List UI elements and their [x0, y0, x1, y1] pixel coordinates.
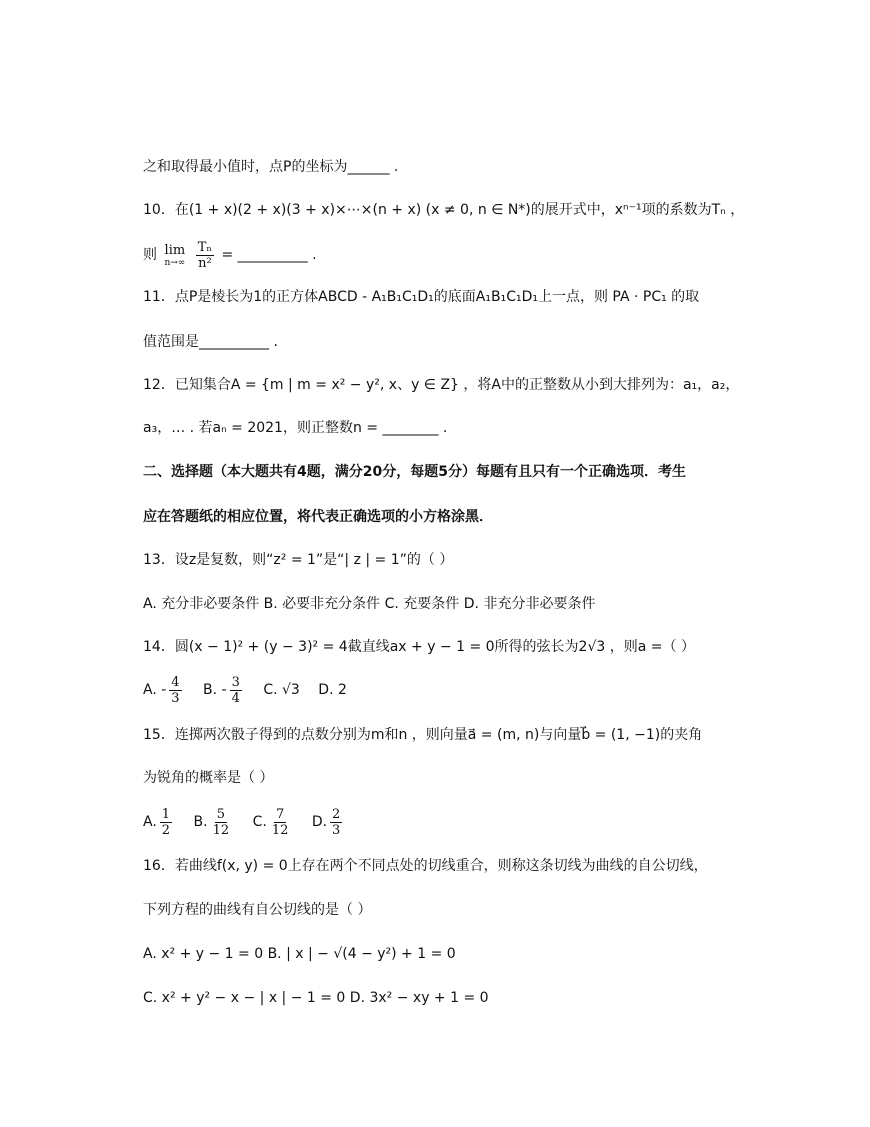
question-16-options-cd: C. x² + y² − x − | x | − 1 = 0 D. 3x² − xy + 1 = 0 [143, 990, 489, 1006]
question-14: 14．圆(x − 1)² + (y − 3)² = 4截直线ax + y − 1 = 0所得的弦长为2√3 ，则a =（ ） [143, 639, 695, 655]
q15-b-fraction: $\frac{5}{12}$ [212, 806, 230, 838]
q14-b-fraction: $\frac{3}{4}$ [231, 674, 240, 706]
line-q9-end: 之和取得最小值时，点P的坐标为______ . [143, 159, 399, 175]
question-15-cont: 为锐角的概率是（ ） [143, 770, 274, 786]
question-16: 16．若曲线f(x, y) = 0上存在两个不同点处的切线重合，则称这条切线为曲线的自公切线， [143, 858, 708, 874]
limit-numerator: Tₙ [197, 239, 213, 255]
q14-option-b: B. - $\frac{3}{4}$ [203, 674, 240, 706]
question-10-limit [143, 238, 830, 272]
q15-option-d: D. $\frac{2}{3}$ [311, 806, 341, 838]
q14-option-a: A. - $\frac{4}{3}$ [143, 674, 180, 706]
q15-option-a: A. $\frac{1}{2}$ [143, 806, 171, 838]
q14-a-fraction: $\frac{4}{3}$ [171, 674, 180, 706]
question-16-options-ab: A. x² + y − 1 = 0 B. | x | − √(4 − y²) + 1 = 0 [143, 946, 456, 962]
q15-a-fraction: $\frac{1}{2}$ [161, 806, 171, 838]
q15-c-fraction: $\frac{7}{12}$ [271, 806, 289, 838]
limit-suffix: = __________ . [221, 247, 317, 263]
section-2-instructions: 应在答题纸的相应位置，将代表正确选项的小方格涂黑． [143, 509, 493, 525]
q15-option-c: C. $\frac{7}{12}$ [252, 806, 289, 838]
question-16-cont: 下列方程的曲线有自公切线的是（ ） [143, 902, 372, 918]
q14-option-c: C. √3 [263, 682, 300, 698]
question-15: 15．连掷两次骰子得到的点数分别为m和n ，则向量a⃗ = (m, n)与向量b⃗ = (1, −1)的夹角 [143, 727, 703, 743]
q14-option-d: D. 2 [318, 682, 347, 698]
limit-operator [164, 243, 185, 268]
section-2-heading: 二、选择题（本大题共有4题，满分20分，每题5分）每题有且只有一个正确选项．考生 [143, 464, 686, 480]
limit-word: lim [164, 242, 186, 258]
question-15-options [143, 803, 830, 841]
question-13: 13．设z是复数，则“z² = 1”是“| z | = 1”的（ ） [143, 552, 454, 568]
question-11-cont: 值范围是__________ . [143, 334, 278, 350]
question-14-options [143, 672, 830, 708]
q15-d-fraction: $\frac{2}{3}$ [332, 806, 341, 838]
limit-prefix: 则 [143, 247, 157, 263]
limit-denominator: n² [198, 255, 212, 271]
question-13-options: A. 充分非必要条件 B. 必要非充分条件 C. 充要条件 D. 非充分非必要条件 [143, 596, 596, 612]
question-10: 10．在(1 + x)(2 + x)(3 + x)×⋯×(n + x) (x ≠ 0, n ∈ N*)的展开式中，xⁿ⁻¹项的系数为Tₙ ， [143, 202, 745, 218]
q15-option-b: B. $\frac{5}{12}$ [193, 806, 230, 838]
question-12-cont: a₃，… . 若aₙ = 2021，则正整数n = ________ . [143, 420, 448, 436]
limit-fraction [196, 240, 214, 271]
limit-subscript: n→∞ [164, 257, 186, 268]
question-11: 11．点P是棱长为1的正方体ABCD - A₁B₁C₁D₁的底面A₁B₁C₁D₁上一点，则 PA · PC₁ 的取 [143, 289, 700, 305]
question-12: 12．已知集合A = {m | m = x² − y², x、y ∈ Z} ，将A中的正整数从小到大排列为：a₁，a₂， [143, 377, 740, 393]
